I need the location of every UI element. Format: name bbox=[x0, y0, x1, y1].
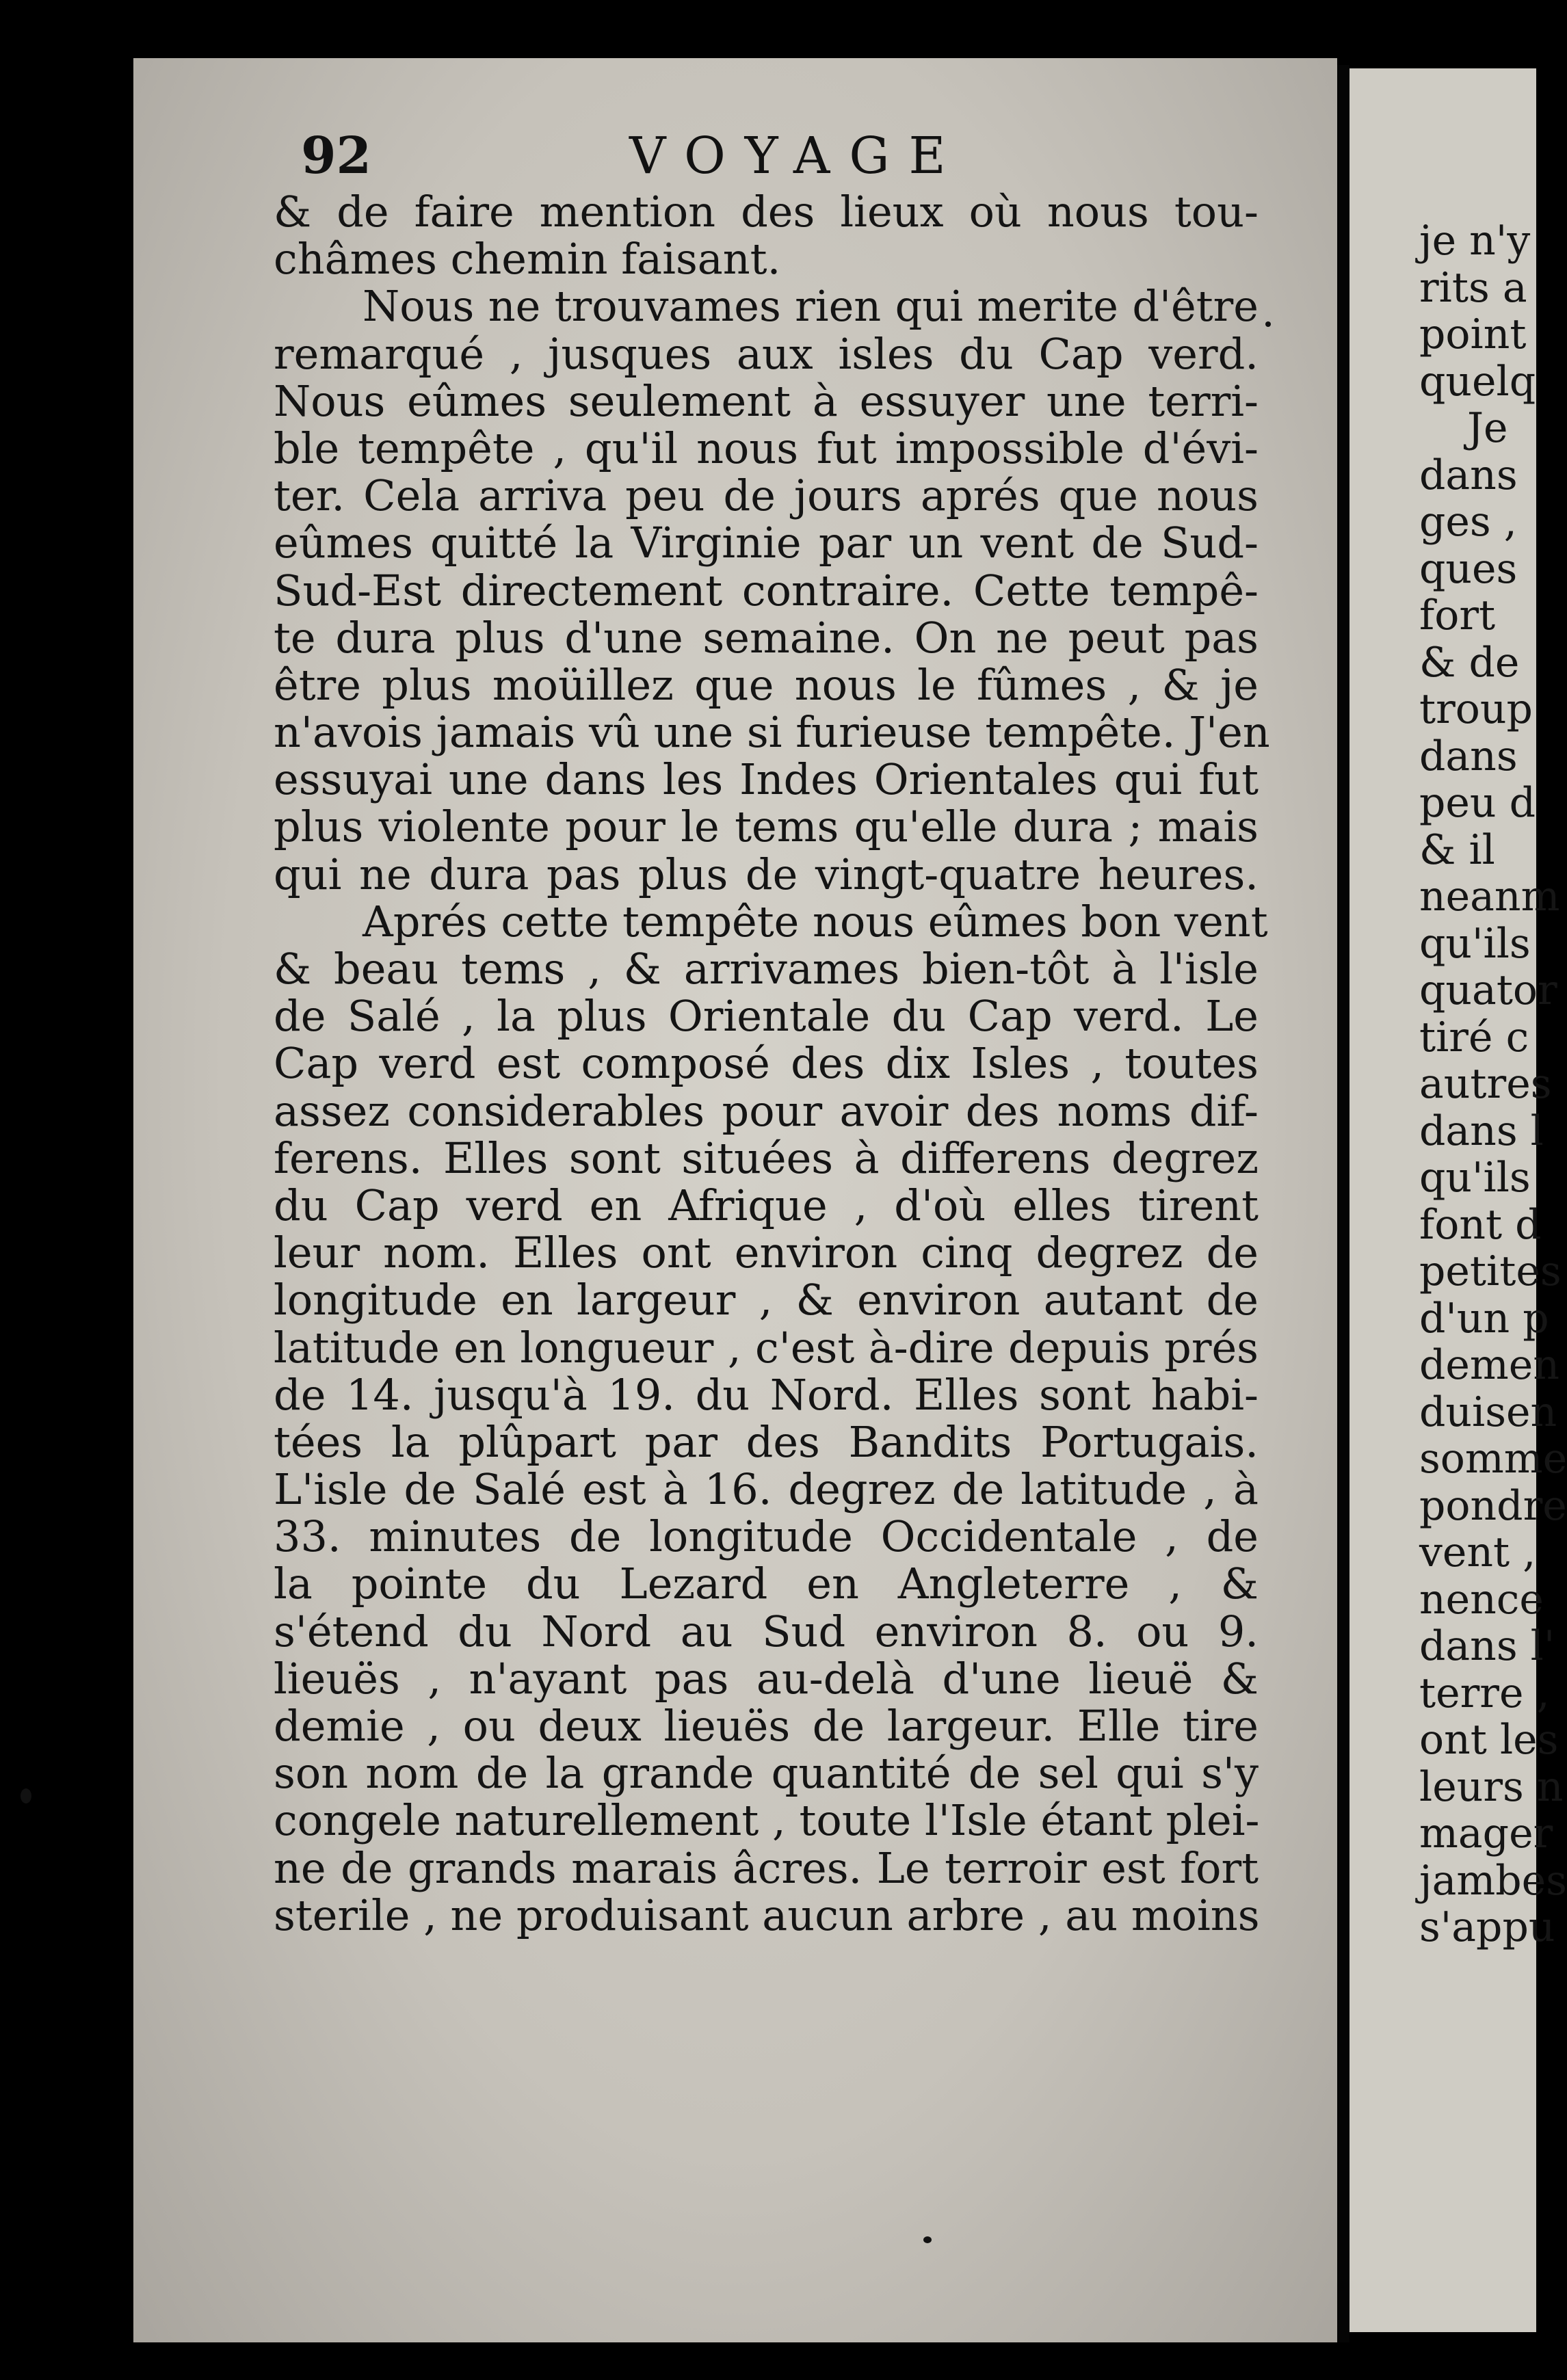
text-line-fragment: jambes bbox=[1419, 1856, 1567, 1905]
right-page-text bbox=[1419, 217, 1567, 1951]
text-line: 33. minutes de longitude Occidentale , de bbox=[274, 1511, 1259, 1562]
text-line: s'étend du Nord au Sud environ 8. ou 9. bbox=[274, 1606, 1259, 1656]
text-line: longitude en largeur , & environ autant de bbox=[274, 1275, 1259, 1325]
text-line: & beau tems , & arrivames bien-tôt à l'isle bbox=[274, 944, 1259, 994]
text-line: latitude en longueur , c'est à-dire depuis prés bbox=[274, 1322, 1259, 1373]
left-page-text bbox=[274, 187, 1270, 1940]
running-title: VOYAGE bbox=[629, 127, 965, 185]
text-line-fragment: dans bbox=[1419, 732, 1518, 780]
text-line: essuyai une dans les Indes Orientales qui fut bbox=[274, 754, 1259, 805]
text-line-fragment: d'un p bbox=[1419, 1294, 1549, 1343]
text-line: tées la plûpart par des Bandits Portugais. bbox=[274, 1416, 1259, 1467]
text-line-fragment: & de bbox=[1419, 638, 1520, 687]
text-line-fragment: qu'ils bbox=[1419, 919, 1531, 968]
text-line: son nom de la grande quantité de sel qui s'y bbox=[274, 1748, 1259, 1799]
text-line-fragment: quelq bbox=[1419, 357, 1536, 406]
text-line-fragment: ges , bbox=[1419, 498, 1517, 546]
text-line: ne de grands marais âcres. Le terroir est fort bbox=[274, 1842, 1259, 1893]
text-line-fragment: autres bbox=[1419, 1060, 1552, 1108]
text-line-fragment: ont les bbox=[1419, 1716, 1559, 1764]
text-line: & de faire mention des lieux où nous tou- bbox=[274, 187, 1259, 237]
text-line: lieuës , n'ayant pas au-delà d'une lieuë & bbox=[274, 1653, 1259, 1704]
text-line: être plus moüillez que nous le fûmes , & je bbox=[274, 659, 1259, 710]
text-line: assez considerables pour avoir des noms dif- bbox=[274, 1085, 1259, 1136]
text-line: du Cap verd en Afrique , d'où elles tirent bbox=[274, 1180, 1259, 1230]
text-line-fragment: vent , bbox=[1419, 1529, 1536, 1576]
text-line-fragment: peu d bbox=[1419, 779, 1536, 827]
text-line-fragment: dans bbox=[1419, 451, 1518, 499]
text-line-fragment: leurs n bbox=[1419, 1762, 1564, 1811]
text-line-fragment: troup bbox=[1419, 685, 1533, 733]
text-line: te dura plus d'une semaine. On ne peut pas bbox=[274, 612, 1259, 663]
text-line-fragment: fort bbox=[1419, 592, 1496, 639]
text-line-fragment: dans l bbox=[1419, 1107, 1544, 1155]
text-line-fragment: & il bbox=[1419, 825, 1495, 874]
text-line-fragment: somme bbox=[1419, 1435, 1567, 1483]
text-line: plus violente pour le tems qu'elle dura ; mais bbox=[274, 802, 1259, 852]
text-line: ter. Cela arriva peu de jours aprés que nous bbox=[274, 471, 1259, 521]
ink-speck bbox=[21, 1788, 31, 1803]
text-line: remarqué , jusques aux isles du Cap verd. bbox=[274, 328, 1259, 379]
text-line: eûmes quitté la Virginie par un vent de Sud- bbox=[274, 518, 1259, 568]
text-line: Nous eûmes seulement à essuyer une terri- bbox=[274, 375, 1259, 426]
text-line: qui ne dura pas plus de vingt-quatre heures. bbox=[274, 849, 1259, 899]
text-line-fragment: s'appu bbox=[1419, 1903, 1555, 1951]
text-line-fragment: ques bbox=[1419, 544, 1518, 593]
text-line-fragment: je n'y bbox=[1419, 217, 1531, 265]
text-line-fragment: nence bbox=[1419, 1575, 1544, 1624]
text-line-fragment: mager bbox=[1419, 1810, 1553, 1857]
text-line: n'avois jamais vû une si furieuse tempête. J'en bbox=[274, 707, 1270, 758]
ink-speck bbox=[1265, 321, 1271, 327]
text-line-fragment: duisen bbox=[1419, 1388, 1557, 1436]
text-line: la pointe du Lezard en Angleterre , & bbox=[274, 1559, 1259, 1609]
text-line-fragment: pondre bbox=[1419, 1481, 1567, 1530]
text-line-fragment: quator bbox=[1419, 966, 1557, 1014]
text-line-fragment: tiré c bbox=[1419, 1013, 1529, 1061]
text-line-fragment: dans l' bbox=[1419, 1622, 1555, 1670]
text-line-fragment: demen bbox=[1419, 1341, 1559, 1389]
text-line: Aprés cette tempête nous eûmes bon vent bbox=[363, 896, 1268, 947]
text-line-fragment: petites bbox=[1419, 1247, 1562, 1295]
text-line-fragment: rits a bbox=[1419, 263, 1527, 312]
text-line: congele naturellement , toute l'Isle étant plei- bbox=[274, 1795, 1260, 1846]
text-line-fragment: terre , bbox=[1419, 1669, 1550, 1717]
text-line-fragment: neanm bbox=[1419, 873, 1560, 921]
text-line: leur nom. Elles ont environ cinq degrez de bbox=[274, 1228, 1259, 1278]
text-line: sterile , ne produisant aucun arbre , au moins bbox=[274, 1890, 1260, 1940]
book-gutter bbox=[1337, 65, 1349, 2342]
text-line: châmes chemin faisant. bbox=[274, 234, 781, 285]
text-line: de Salé , la plus Orientale du Cap verd. Le bbox=[274, 991, 1259, 1042]
text-line: ferens. Elles sont situées à differens degrez bbox=[274, 1133, 1259, 1183]
ink-speck bbox=[923, 2236, 932, 2243]
text-line: Nous ne trouvames rien qui merite d'être bbox=[363, 281, 1259, 332]
text-line: L'isle de Salé est à 16. degrez de latitude , à bbox=[274, 1464, 1259, 1515]
text-line: Sud-Est directement contraire. Cette tempê- bbox=[274, 565, 1259, 616]
text-line-fragment: point bbox=[1419, 310, 1527, 358]
text-line-fragment: Je bbox=[1467, 404, 1508, 452]
text-line-fragment: qu'ils bbox=[1419, 1154, 1531, 1202]
text-line: demie , ou deux lieuës de largeur. Elle tire bbox=[274, 1701, 1259, 1751]
text-line: de 14. jusqu'à 19. du Nord. Elles sont habi- bbox=[274, 1369, 1259, 1420]
text-line: Cap verd est composé des dix Isles , toutes bbox=[274, 1038, 1259, 1089]
page-number: 92 bbox=[301, 127, 371, 185]
text-line: ble tempête , qu'il nous fut impossible d'évi- bbox=[274, 423, 1259, 473]
text-line-fragment: font d bbox=[1419, 1200, 1542, 1249]
